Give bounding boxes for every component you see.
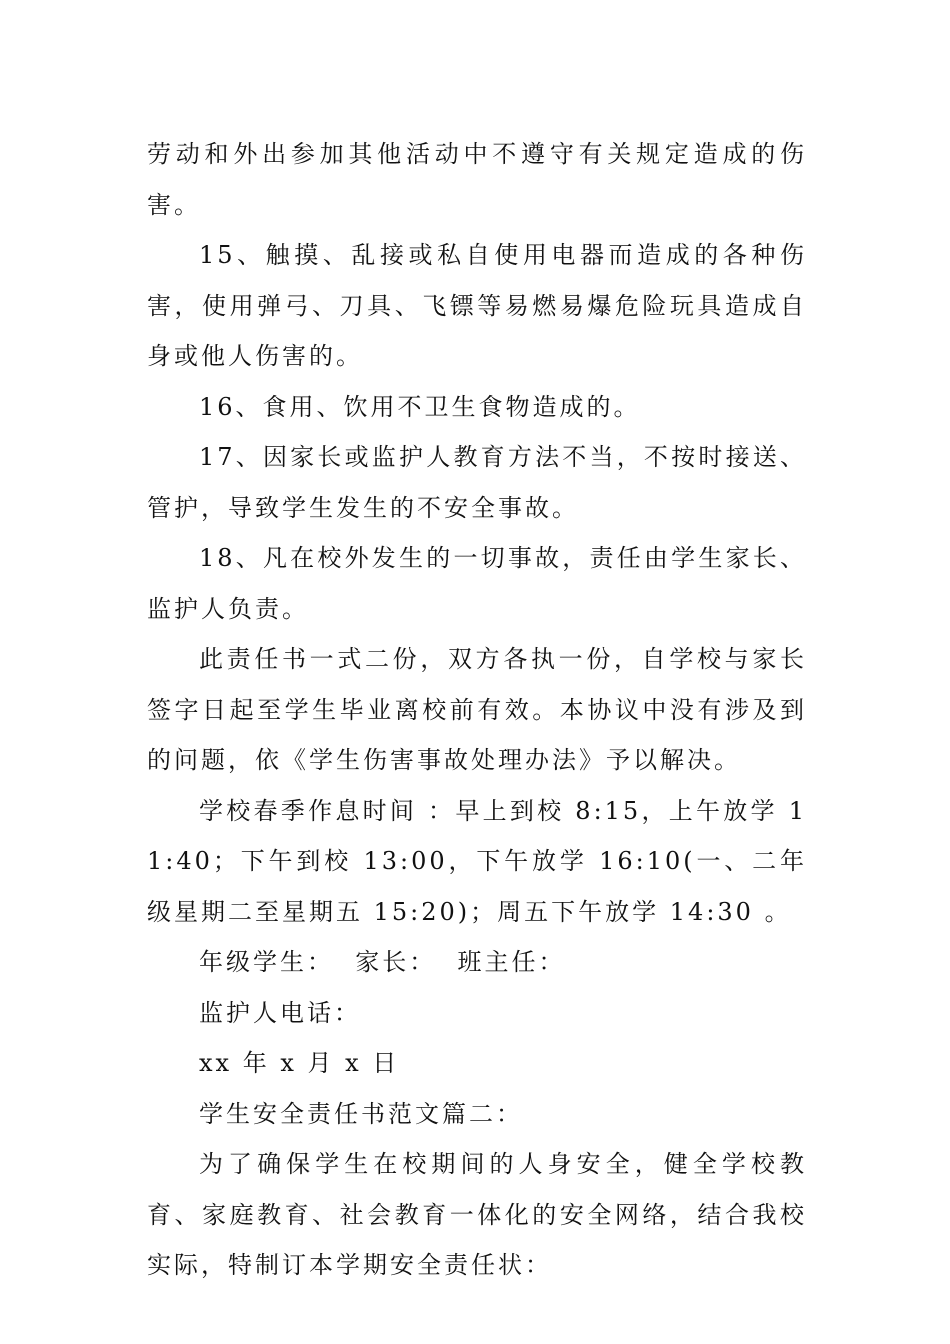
paragraph-validity-clause: 此责任书一式二份，双方各执一份，自学校与家长签字日起至学生毕业离校前有效。本协议中没有涉及到的问题，依《学生伤害事故处理办法》予以解决。 <box>147 645 807 774</box>
date-line: xx 年 x 月 x 日 <box>199 1049 400 1077</box>
paragraph-injury-rules-continued: 劳动和外出参加其他活动中不遵守有关规定造成的伤害。 <box>147 140 807 219</box>
paragraph-school-schedule: 学校春季作息时间 ：早上到校 8:15，上午放学 11:40；下午到校 13:00，下午放学 16:10(一、二年级星期二至星期五 15:20)；周五下午放学 14:30 。 <box>147 796 807 926</box>
paragraph-item-16: 16、食用、饮用不卫生食物造成的。 <box>199 392 641 421</box>
paragraph-intro-sample-two: 为了确保学生在校期间的人身安全，健全学校教育、家庭教育、社会教育一体化的安全网络，结合我校实际，特制订本学期安全责任状： <box>147 1150 807 1279</box>
paragraph-item-15: 15、触摸、乱接或私自使用电器而造成的各种伤害，使用弹弓、刀具、飞镖等易燃易爆危险玩具造成自身或他人伤害的。 <box>147 241 807 370</box>
guardian-phone-line: 监护人电话： <box>199 998 361 1027</box>
paragraph-item-17: 17、因家长或监护人教育方法不当，不按时接送、管护，导致学生发生的不安全事故。 <box>147 443 807 522</box>
paragraph-item-18: 18、凡在校外发生的一切事故，责任由学生家长、监护人负责。 <box>147 544 807 623</box>
document-body <box>147 129 807 1291</box>
signature-line: 年级学生： 家长： 班主任： <box>199 948 566 976</box>
section-heading-sample-two: 学生安全责任书范文篇二： <box>199 1099 523 1128</box>
